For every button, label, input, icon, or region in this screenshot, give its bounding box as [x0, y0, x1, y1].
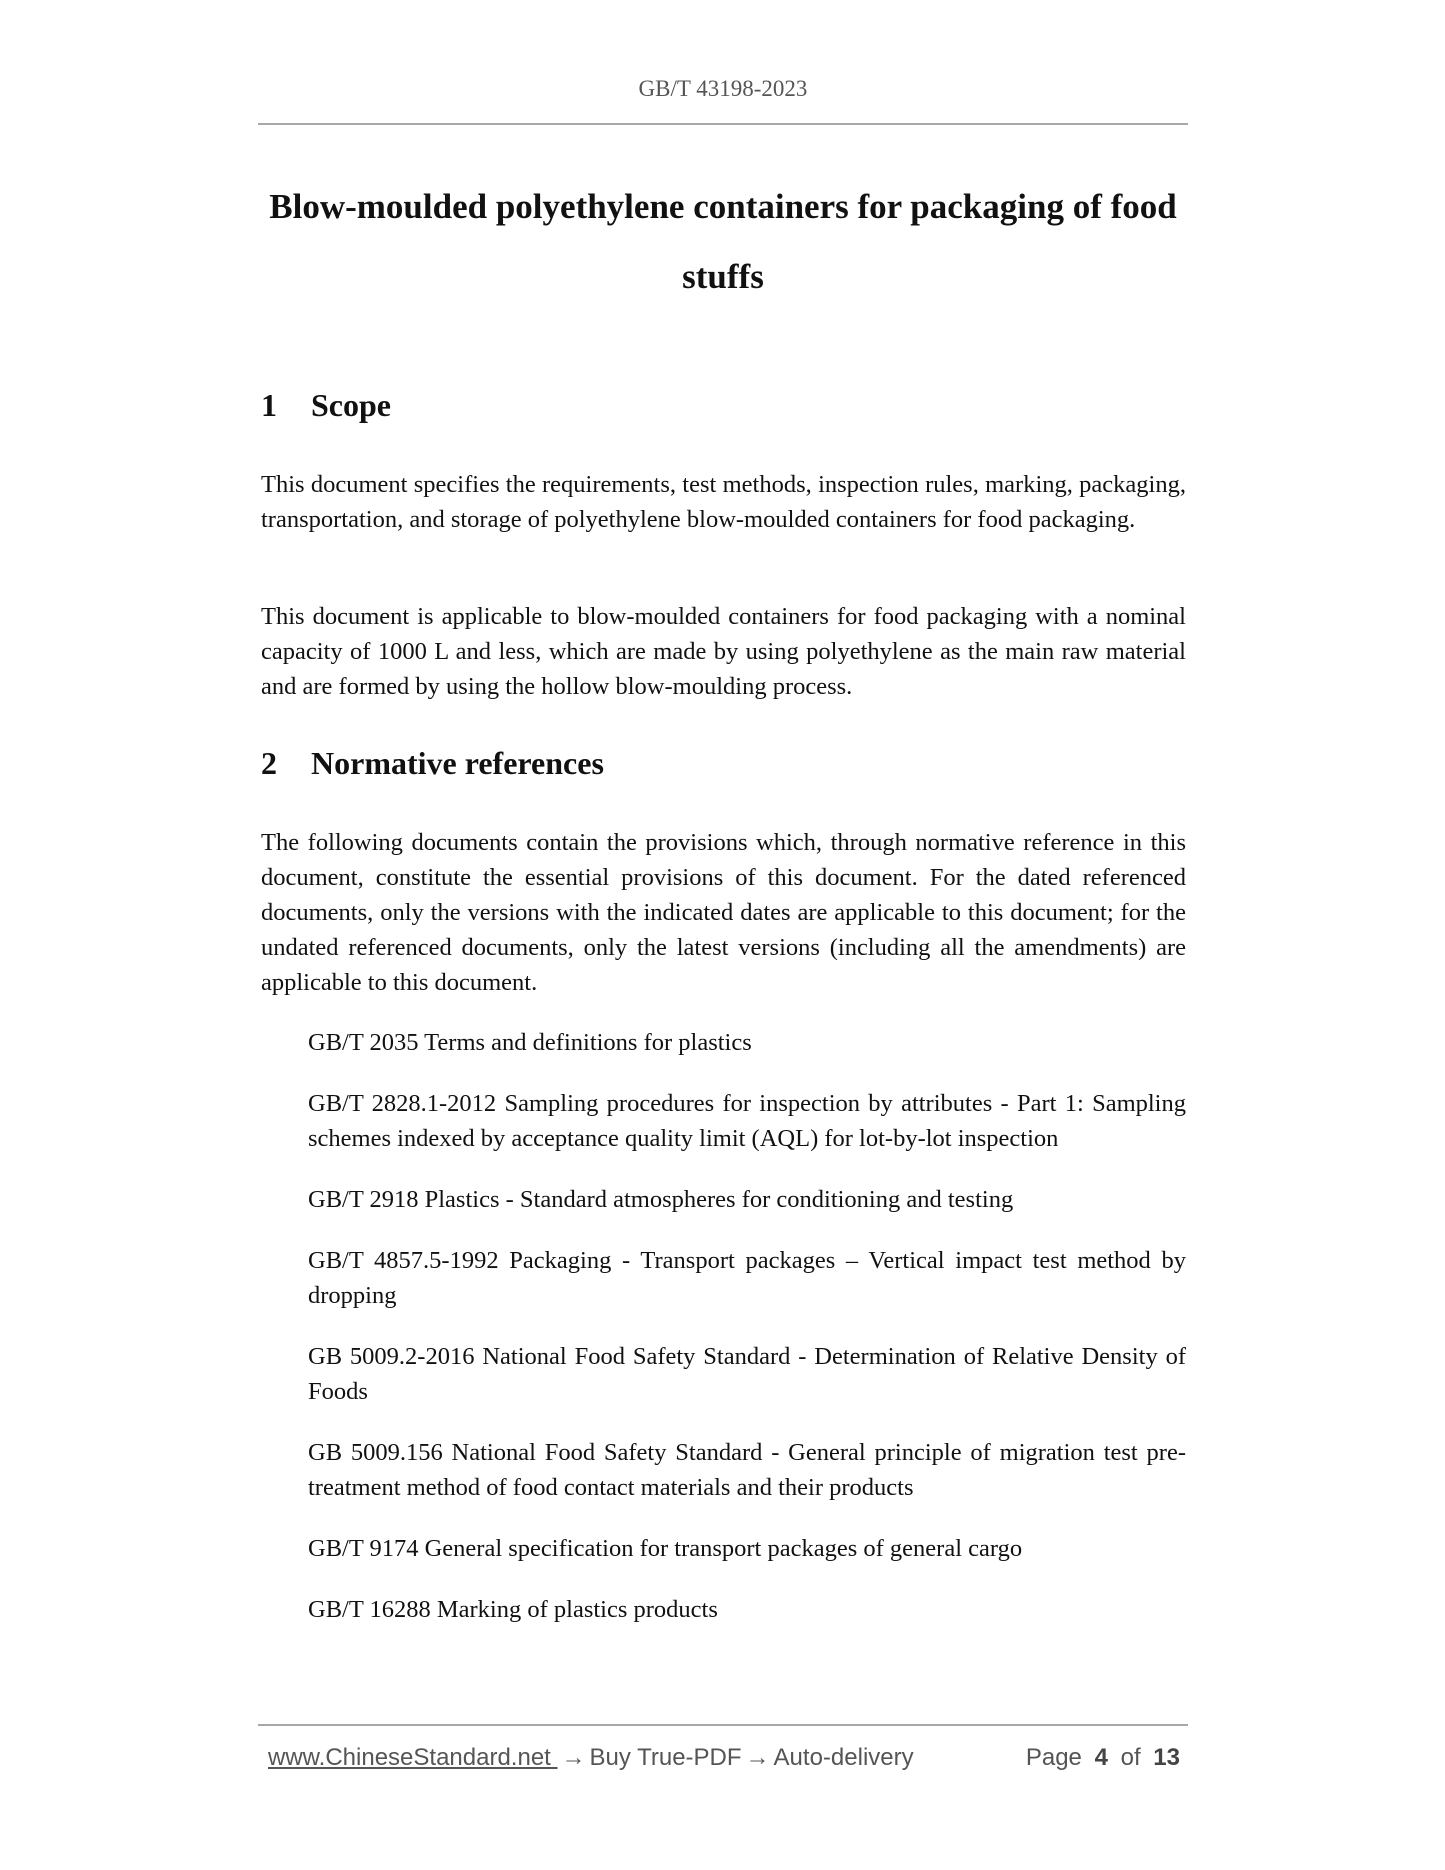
- reference-list: [308, 1025, 1186, 1653]
- header-divider: [258, 123, 1188, 125]
- page-indicator: [1026, 1744, 1180, 1772]
- reference-item: GB/T 4857.5-1992 Packaging - Transport packages – Vertical impact test method by dropping: [308, 1247, 1186, 1309]
- reference-item: GB/T 2828.1-2012 Sampling procedures for inspection by attributes - Part 1: Sampling schemes indexed by acceptance quality limit (AQL) for lot-by-lot inspection: [308, 1090, 1186, 1152]
- reference-item: GB 5009.2-2016 National Food Safety Standard - Determination of Relative Density of Foods: [308, 1343, 1186, 1405]
- document-title-line-2: stuffs: [682, 257, 764, 296]
- page-label: Page: [1025, 1744, 1082, 1771]
- section-number: 2: [261, 745, 277, 781]
- reference-item: GB/T 2035 Terms and definitions for plastics: [308, 1029, 752, 1056]
- footer-step-buy: Buy True-PDF: [589, 1744, 742, 1771]
- reference-item: GB/T 16288 Marking of plastics products: [308, 1596, 718, 1623]
- running-header: GB/T 43198-2023: [638, 76, 808, 101]
- page-footer: [268, 1744, 1180, 1776]
- footer-step-delivery: Auto-delivery: [773, 1744, 914, 1771]
- site-link[interactable]: www.ChineseStandard.net: [268, 1744, 558, 1771]
- document-title: [258, 172, 1188, 312]
- section-number: 1: [261, 387, 277, 423]
- normative-references-intro: The following documents contain the provisions which, through normative reference in this document, constitute the essential provisions of this document. For the dated referenced documents, only the versions with the indicated dates are applicable to this document; for the undated referenced documents, only the latest versions (including all the amendments) are applicable to this document.: [261, 829, 1186, 996]
- footer-promo: [268, 1744, 914, 1772]
- scope-paragraph-1: This document specifies the requirements, test methods, inspection rules, marking, packaging, transportation, and storage of polyethylene blow-moulded containers for food packaging.: [261, 471, 1186, 533]
- page-total: 13: [1153, 1744, 1180, 1771]
- footer-divider: [258, 1724, 1188, 1726]
- arrow-right-icon: →: [561, 1744, 586, 1771]
- arrow-right-icon: →: [745, 1744, 770, 1771]
- reference-item: GB 5009.156 National Food Safety Standard - General principle of migration test pre-treatment method of food contact materials and their products: [308, 1439, 1186, 1501]
- section-title: Normative references: [311, 745, 604, 781]
- reference-item: GB/T 9174 General specification for transport packages of general cargo: [308, 1535, 1023, 1562]
- document-title-line-1: Blow-moulded polyethylene containers for packaging of food: [269, 187, 1177, 226]
- section-heading-normative-references: [261, 745, 604, 782]
- page-current: 4: [1094, 1744, 1108, 1771]
- scope-paragraph-2: This document is applicable to blow-moulded containers for food packaging with a nominal capacity of 1000 L and less, which are made by using polyethylene as the main raw material and are formed by using the hollow blow-moulding process.: [261, 603, 1186, 700]
- section-heading-scope: [261, 387, 391, 424]
- section-title: Scope: [311, 387, 391, 423]
- page-of-label: of: [1120, 1744, 1141, 1771]
- reference-item: GB/T 2918 Plastics - Standard atmospheres for conditioning and testing: [308, 1186, 1014, 1213]
